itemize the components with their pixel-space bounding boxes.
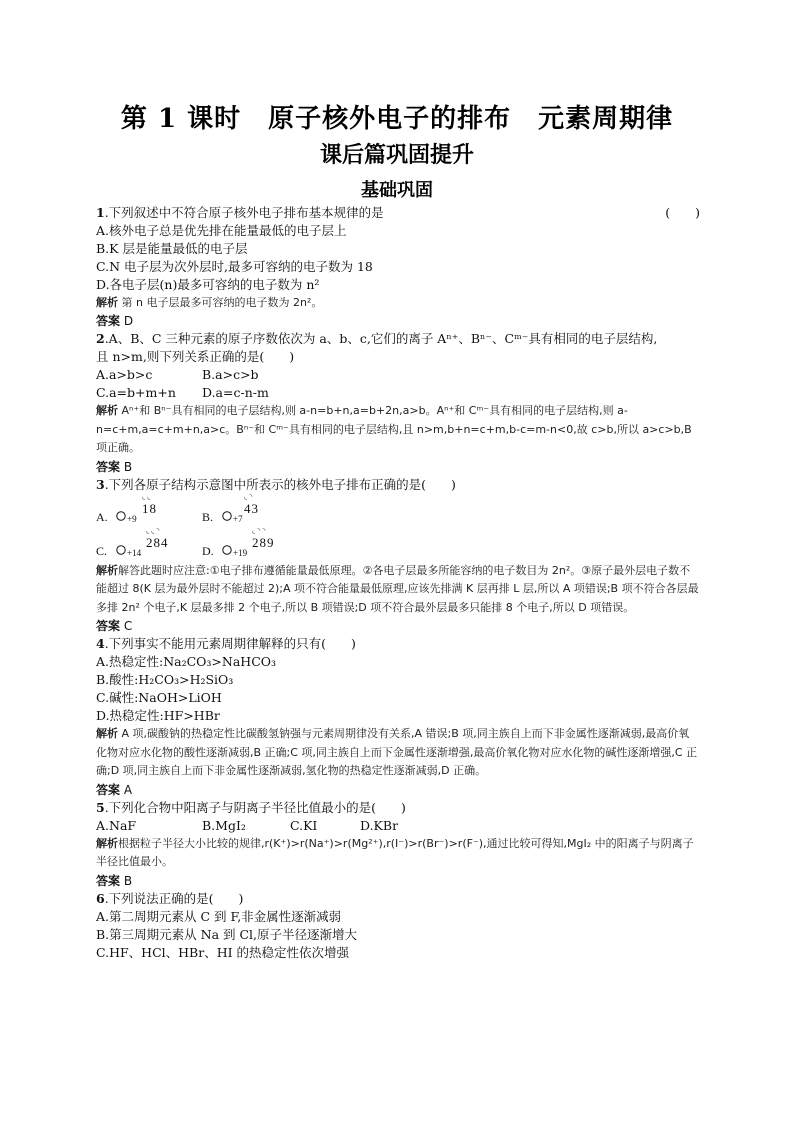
shell-arc-icon: ◟ ◝ ◝ (252, 525, 266, 535)
shell-electrons: 43 (244, 500, 259, 516)
option-b: B.酸性:H₂CO₃>H₂SiO₃ (96, 672, 234, 687)
lesson-title: 第 1 课时 原子核外电子的排布 元素周期律 (120, 104, 674, 134)
question-number: 2 (96, 331, 105, 346)
option-a: A.a>b>c (96, 367, 153, 382)
option-label: B. (202, 509, 214, 524)
explanation-label: 解析 (96, 563, 118, 577)
answer-label: 答案 (96, 459, 121, 474)
nucleus-charge: +9 (127, 513, 137, 524)
question-text: .A、B、C 三种元素的原子序数依次为 a、b、c,它们的离子 Aⁿ⁺、Bⁿ⁻、Cᵐ⁻具有相同的电子层结构, (104, 331, 658, 346)
option-c: C.KI (290, 817, 318, 833)
option-a: A.NaF (96, 817, 137, 833)
shell-electrons: 18 (142, 500, 157, 516)
option-label: A. (96, 509, 108, 524)
shell-arc-icon: ◟ ◟ ◝ (146, 525, 160, 535)
answer-value: B (120, 459, 133, 474)
option-label: C. (96, 543, 108, 558)
explanation (96, 402, 700, 458)
explanation-text: A 项,碳酸钠的热稳定性比碳酸氢钠强与元素周期律没有关系,A 错误;B 项,同主族自上而下非金属性逐渐减弱,最高价氧化物对应水化物的酸性逐渐减弱,B 正确;C 项,同主族自上而下金属性逐渐增强,最高价氧化物对应水化物的碱性逐渐增强,C 正确;D 项,同主族自上而下非金属性逐渐减弱,氢化物的热稳定性逐渐减弱,D 正确。 (96, 727, 698, 777)
question-list (96, 204, 700, 962)
option-b: B.a>c>b (202, 367, 259, 382)
answer-label: 答案 (96, 873, 121, 888)
explanation-label: 解析 (96, 296, 118, 309)
answer-label: 答案 (96, 782, 121, 797)
answer (96, 458, 700, 476)
options-row (96, 366, 700, 384)
option-b: B.MgI₂ (202, 817, 246, 833)
answer-label: 答案 (96, 619, 121, 633)
options-row (96, 384, 700, 402)
question-text: .下列叙述中不符合原子核外电子排布基本规律的是 (104, 205, 384, 220)
option-d: D.KBr (360, 817, 399, 833)
answer (96, 872, 700, 890)
option-a: A.热稳定性:Na₂CO₃>NaHCO₃ (96, 654, 277, 669)
explanation (96, 294, 700, 312)
option-d: D.a=c-n-m (202, 385, 269, 400)
explanation (96, 562, 700, 618)
answer (96, 312, 700, 330)
answer-value: B (120, 873, 133, 888)
option-d: D.各电子层(n)最多可容纳的电子数为 n² (96, 277, 320, 292)
nucleus-circle-icon (222, 511, 232, 521)
option-label: D. (202, 543, 214, 558)
explanation-label: 解析 (96, 404, 118, 417)
nucleus-charge: +14 (127, 547, 142, 558)
question-text: .下列各原子结构示意图中所表示的核外电子排布正确的是( ) (104, 476, 456, 492)
nucleus-charge: +7 (233, 513, 243, 524)
question-3-stem (96, 476, 700, 494)
explanation-label: 解析 (96, 727, 118, 740)
explanation-text: 第 n 电子层最多可容纳的电子数为 2n²。 (118, 296, 323, 309)
shell-arc-icon: ◟ ◟ (142, 491, 151, 501)
question-number: 6 (96, 890, 105, 906)
option-a: A.核外电子总是优先排在能量最低的电子层上 (96, 223, 347, 238)
question-text: .下列说法正确的是( ) (104, 890, 244, 906)
nucleus-circle-icon (116, 545, 126, 555)
nucleus-charge: +19 (233, 547, 248, 558)
option-d: D.热稳定性:HF>HBr (96, 708, 220, 723)
question-2-stem (96, 330, 700, 348)
explanation (96, 835, 700, 872)
subsection-title: 基础巩固 (361, 180, 433, 201)
shell-electrons: 289 (252, 534, 275, 550)
option-c: C.HF、HCl、HBr、HI 的热稳定性依次增强 (96, 944, 350, 960)
option-b: B.第三周期元素从 Na 到 Cl,原子半径逐渐增大 (96, 926, 358, 942)
answer (96, 617, 700, 635)
option-c: C.N 电子层为次外层时,最多可容纳的电子数为 18 (96, 259, 373, 274)
question-4-stem (96, 635, 700, 653)
explanation-label: 解析 (96, 836, 118, 850)
question-number: 5 (96, 799, 105, 815)
shell-electrons: 284 (146, 534, 169, 550)
answer-value: A (120, 782, 133, 797)
explanation (96, 725, 700, 781)
question-1-stem (96, 204, 700, 222)
options-row (96, 817, 700, 835)
question-6-stem (96, 890, 700, 908)
question-2-stem-cont: 且 n>m,则下列关系正确的是( ) (96, 349, 295, 364)
option-c: C.a=b+m+n (96, 385, 176, 400)
nucleus-circle-icon (116, 511, 126, 521)
shell-arc-icon: ◟ ◝ (244, 491, 253, 501)
answer-value: C (120, 619, 133, 633)
atom-diagram-d (202, 525, 302, 562)
atom-diagrams (96, 491, 700, 562)
section-title: 课后篇巩固提升 (319, 142, 474, 168)
explanation-text: 解答此题时应注意:①电子排布遵循能量最低原理。②各电子层最多所能容纳的电子数目为 2n²。③原子最外层电子数不能超过 8(K 层为最外层时不能超过 2);A 项不符合能量最低原理,应该先排满 K 层再排 L 层,所以 A 项错误;B 项不符合各层最多排 2n² 个电子,K 层最多排 2 个电子,所以 B 项错误;D 项不符合最外层最多只能排 8 个电子,所以 D 项错误。 (96, 563, 699, 614)
question-text: .下列化合物中阳离子与阴离子半径比值最小的是( ) (104, 799, 406, 815)
answer-label: 答案 (96, 314, 121, 328)
question-number: 1 (96, 205, 105, 220)
answer-blank: ( ) (665, 205, 700, 220)
explanation-text: 根据粒子半径大小比较的规律,r(K⁺)>r(Na⁺)>r(Mg²⁺),r(I⁻)>r(Br⁻)>r(F⁻),通过比较可得知,MgI₂ 中的阳离子与阴离子半径比值最小。 (96, 836, 694, 868)
option-b: B.K 层是能量最低的电子层 (96, 241, 248, 256)
explanation-text: Aⁿ⁺和 Bⁿ⁻具有相同的电子层结构,则 a-n=b+n,a=b+2n,a>b。Aⁿ⁺和 Cᵐ⁻具有相同的电子层结构,则 a-n=c+m,a=c+m+n,a>c。Bⁿ⁻和 Cᵐ⁻具有相同的电子层结构,且 n>m,b+n=c+m,b-c=m-n<0,故 c>b,所以 a>c>b,B 项正确。 (96, 404, 692, 454)
question-text: .下列事实不能用元素周期律解释的只有( ) (104, 636, 356, 651)
option-a: A.第二周期元素从 C 到 F,非金属性逐渐减弱 (96, 908, 342, 924)
nucleus-circle-icon (222, 545, 232, 555)
answer (96, 781, 700, 799)
option-c: C.碱性:NaOH>LiOH (96, 690, 222, 705)
question-number: 3 (96, 476, 105, 492)
question-5-stem (96, 799, 700, 817)
atom-diagram-c (96, 525, 196, 562)
answer-value: D (120, 314, 134, 328)
question-number: 4 (96, 636, 105, 651)
